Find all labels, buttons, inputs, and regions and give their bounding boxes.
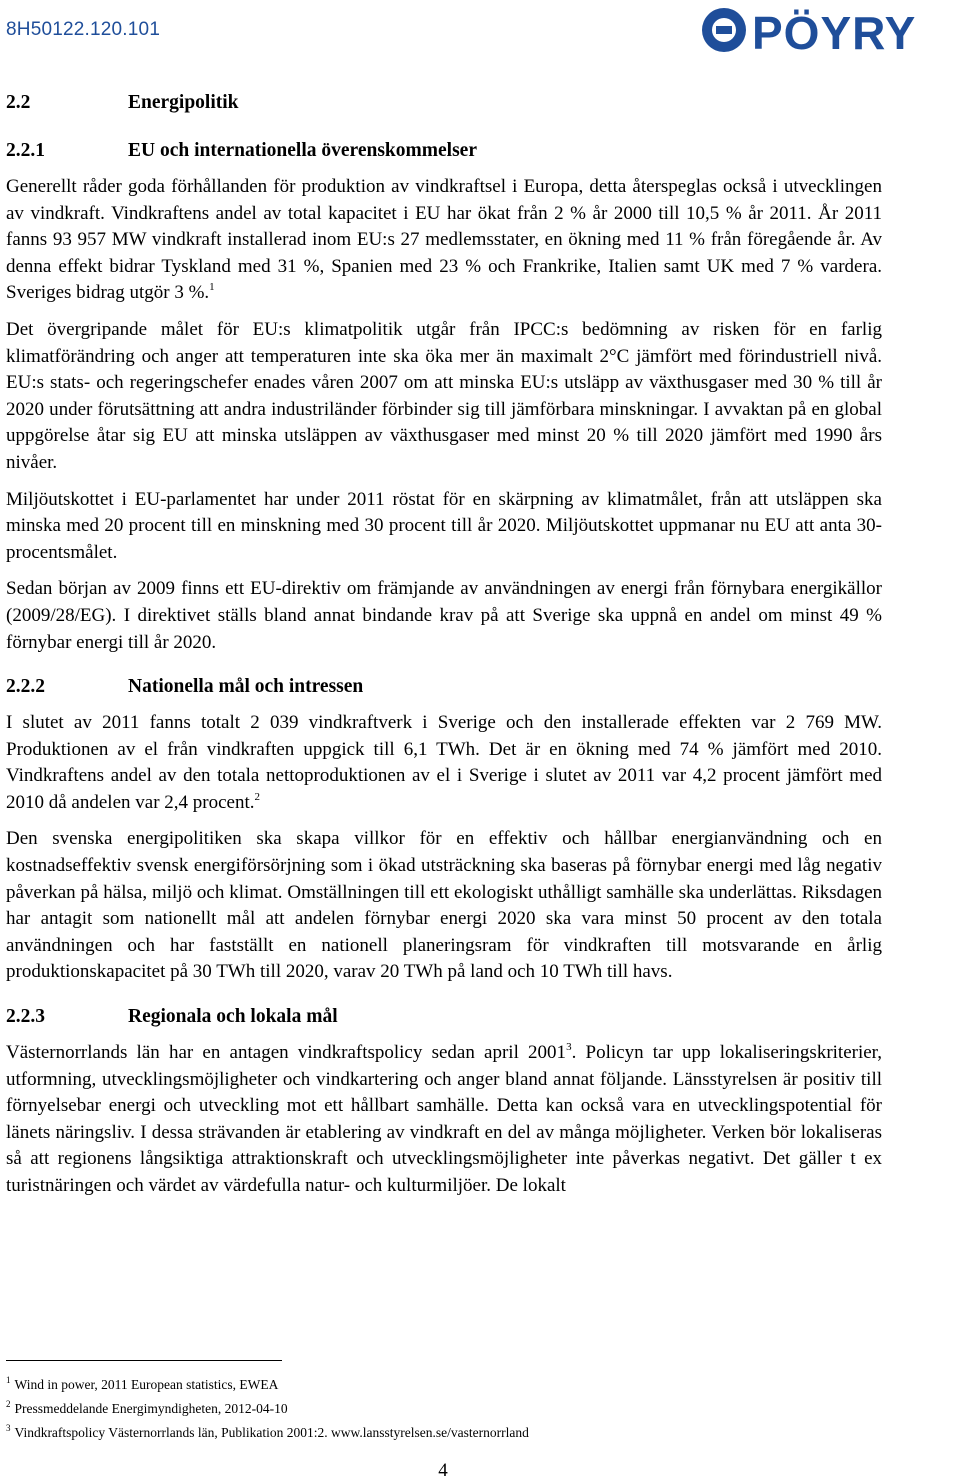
page-body [6,90,882,1210]
subsection-heading-national: 2.2.2 Nationella mål och intressen [6,676,364,698]
footnote: $^3$ Vindkraftspolicy Västernorrlands län, Publikation 2001:2. www.lansstyrelsen.se/vasternorrland [6,1423,529,1440]
poyry-logo [702,4,960,56]
footnote-ref: 1 [209,281,215,294]
footnote: $^2$ Pressmeddelande Energimyndigheten, 2012-04-10 [6,1399,288,1416]
paragraph: Generellt råder goda förhållanden för produktion av vindkraftsel i Europa, detta återspeglas också i utvecklingen av vindkraft. Vindkraftens andel av total kapacitet i EU har ökat från 2 % år 2000 till 10,5 % år 2011. År 2011 fanns 93 957 MW vindkraft installerad inom EU:s 27 medlemsstater, en ökning med 11 % från föregående år. Av denna effekt bidrar Tyskland med 31 %, Spanien med 23 % och Frankrike, Italien samt UK med 7 % vardera. Sveriges bidrag utgör 3 %.$^1$ [6,176,882,304]
footnote: $^1$ Wind in power, 2011 European statistics, EWEA [6,1375,279,1392]
section-heading: 2.2 Energipolitik [6,92,239,113]
subsection-heading-regional: 2.2.3 Regionala och lokala mål [6,1006,338,1028]
logo-wordmark: PÖYRY [752,7,917,56]
page-number: 4 [438,1460,448,1481]
paragraph: Västernorrlands län har en antagen vindkraftspolicy sedan april 2001$^3$. Policyn tar upp lokaliseringskriterier, utformning, utvecklingsmöjligheter och vindkartering och anger bland annat följande. Länsstyrelsen är positiv till förnyelsebar energi och utveckling mot ett hållbart samhälle. Detta kan också vara en utvecklingspotential för länets näringsliv. I dessa strävanden är etablering av vindkraft en del av många möjligheter. Verken bör lokaliseras så att regionens långsiktiga attraktionskraft och utvecklingsmöjligheter inte påverkas negativt. Det gäller t ex turistnäringen och värdet av värdefulla natur- och kulturmiljöer. De lokalt [6,1041,882,1196]
footnote-ref: 2 [254,790,260,803]
document-id: 8H50122.120.101 [6,19,161,40]
paragraph: Miljöutskottet i EU-parlamentet har under 2011 röstat för en skärpning av klimatmålet, från att utsläppen ska minska med 20 procent till en minskning med 30 procent till år 2020. Miljöutskottet uppmanar nu EU att anta 30-procentsmålet. [6,488,882,563]
footnote-divider [6,1360,282,1361]
paragraph: I slutet av 2011 fanns totalt 2 039 vindkraftverk i Sverige och den installerade effekten var 2 769 MW. Produktionen av el från vindkraften uppgick till 6,1 TWh. Det är en ökning med 74 % jämfört med 2010. Vindkraftens andel av den totala nettoproduktionen av el i Sverige i slutet av 2011 var 4,2 procent jämfört med 2010 då andelen var 2,4 procent.$^2$ [6,712,882,813]
paragraph: Det övergripande målet för EU:s klimatpolitik utgår från IPCC:s bedömning av risken för en farlig klimatförändring och anger att temperaturen inte ska öka mer än maximalt 2°C jämfört med förindustriell nivå. EU:s stats- och regeringschefer enades våren 2007 om att minska EU:s utsläpp av växthusgaser med 30 % till år 2020 under förutsättning att andra industriländer förbinder sig till jämförbara minskningar. I avvaktan på en global uppgörelse åtar sig EU att minska utsläppen av växthusgaser med minst 20 % till 2020 jämfört med 1990 års nivåer. [6,318,882,473]
subsection-heading-eu: 2.2.1 EU och internationella överenskommelser [6,140,477,161]
paragraph: Sedan början av 2009 finns ett EU-direktiv om främjande av användningen av energi från förnybara energikällor (2009/28/EG). I direktivet ställs bland annat bindande krav på att Sverige ska uppnå en andel om minst 49 % förnybar energi till år 2020. [6,578,882,653]
footnotes [6,1360,906,1449]
paragraph: Den svenska energipolitiken ska skapa villkor för en effektiv och hållbar energianvändning och en kostnadseffektiv svensk energiförsörjning som i ökad utsträckning ska baseras på förnybar energi med låg negativ påverkan på hälsa, miljö och klimat. Omställningen till ett ekologiskt uthålligt samhälle ska underlättas. Riksdagen har antagit som nationellt mål att andelen förnybar energi 2020 ska vara minst 50 procent av den totala användningen och har fastställt en nationell planeringsram för vindkraften till motsvarande en årlig produktionskapacitet på 30 TWh till 2020, varav 20 TWh på land och 10 TWh till havs. [6,828,882,983]
footnote-ref: 3 [566,1041,572,1054]
